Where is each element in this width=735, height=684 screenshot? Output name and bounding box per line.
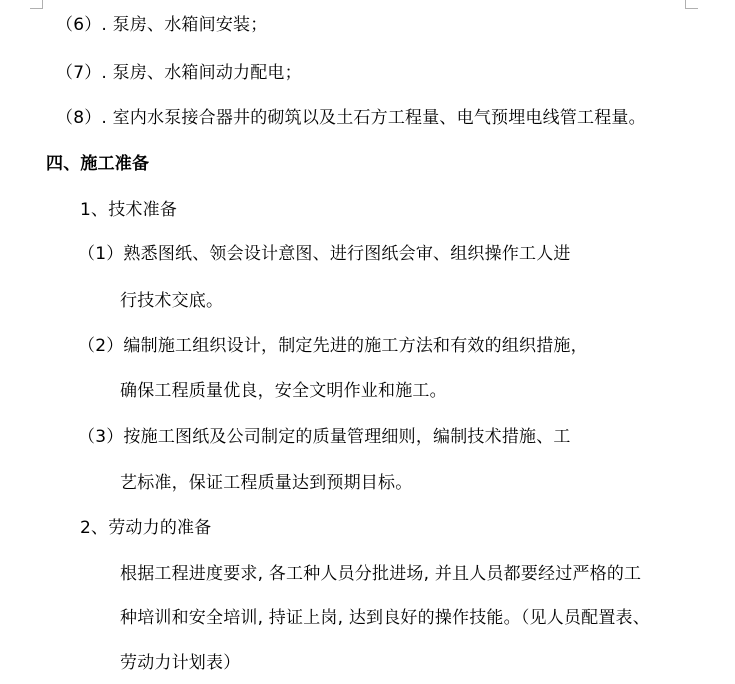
subsection-heading-tech: 1、技术准备	[80, 200, 178, 220]
tech-item-1-line-1: （1）熟悉图纸、领会设计意图、进行图纸会审、组织操作工人进	[78, 244, 571, 264]
page-corner-mark-left	[30, 0, 43, 9]
tech-item-3-line-2: 艺标准，保证工程质量达到预期目标。	[120, 473, 413, 493]
list-item-6: （6）. 泵房、水箱间安装；	[56, 15, 268, 35]
list-item-8: （8）. 室内水泵接合器井的砌筑以及土石方工程量、电气预埋电线管工程量。	[56, 108, 646, 128]
section-heading: 四、施工准备	[46, 154, 150, 174]
subsection-heading-labor: 2、劳动力的准备	[80, 518, 212, 538]
labor-paragraph-line-3: 劳动力计划表）	[120, 653, 241, 673]
list-item-7: （7）. 泵房、水箱间动力配电；	[56, 63, 302, 83]
tech-item-2-line-2: 确保工程质量优良，安全文明作业和施工。	[120, 381, 447, 401]
labor-paragraph-line-2: 种培训和安全培训, 持证上岗, 达到良好的操作技能。（见人员配置表、	[120, 608, 650, 628]
tech-item-3-line-1: （3）按施工图纸及公司制定的质量管理细则，编制技术措施、工	[78, 427, 571, 447]
tech-item-2-line-1: （2）编制施工组织设计，制定先进的施工方法和有效的组织措施，	[78, 336, 588, 356]
tech-item-1-line-2: 行技术交底。	[120, 291, 224, 311]
labor-paragraph-line-1: 根据工程进度要求, 各工种人员分批进场, 并且人员都要经过严格的工	[120, 564, 642, 584]
page-corner-mark-right	[685, 0, 698, 9]
